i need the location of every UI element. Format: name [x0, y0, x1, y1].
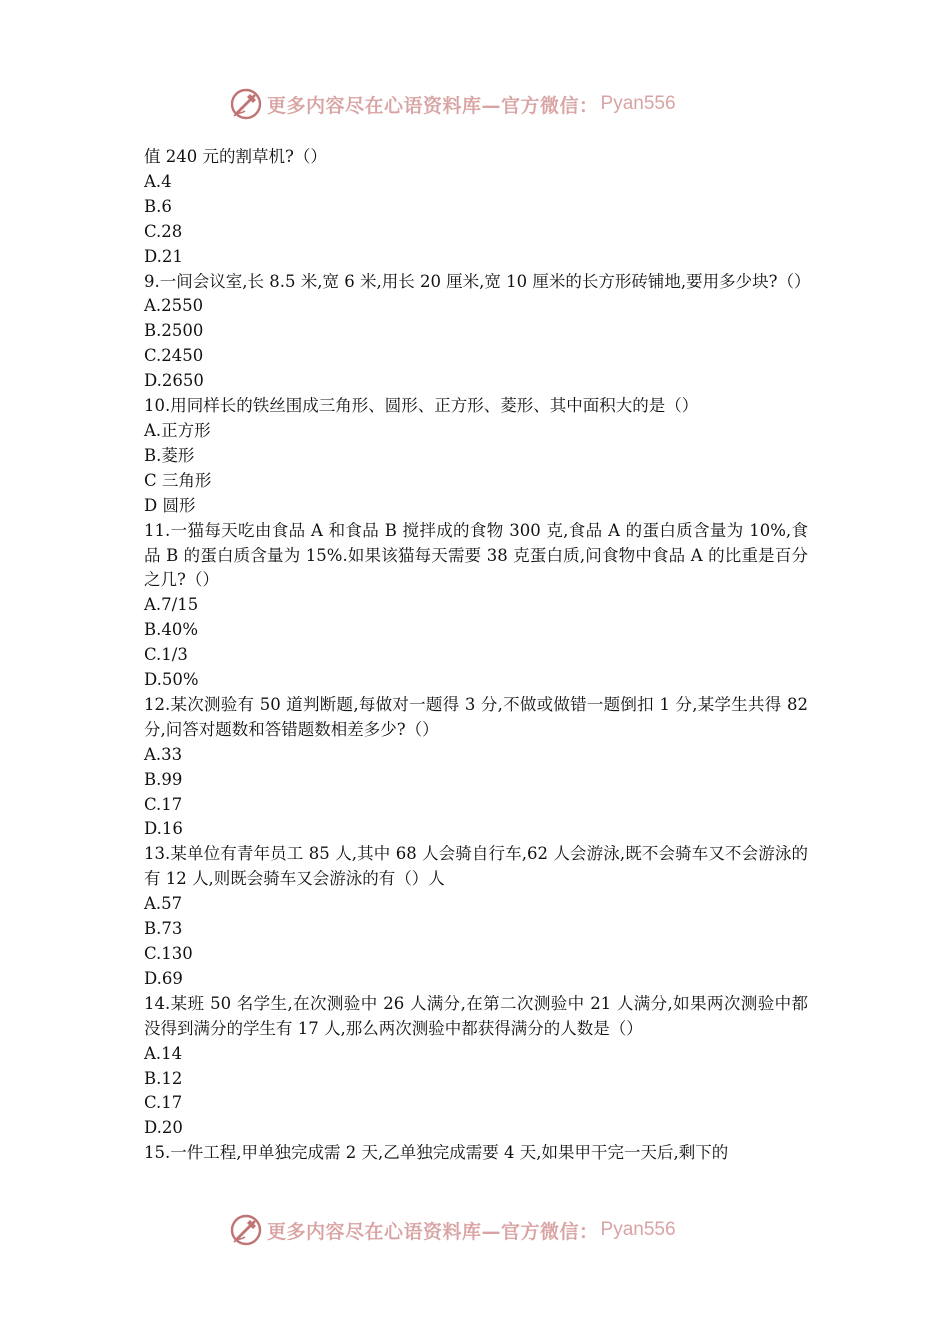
- q8-option-c: C.28: [144, 221, 183, 241]
- q8-option-d: D.21: [144, 246, 183, 266]
- q12-option-a: A.33: [144, 744, 183, 764]
- q14-option-d: D.20: [144, 1118, 183, 1138]
- q14-option-b: B.12: [144, 1068, 183, 1088]
- q9-option-d: D.2650: [144, 371, 204, 391]
- q13-option-c: C.130: [144, 944, 193, 963]
- q10-option-c: C 三角形: [144, 470, 212, 490]
- q9-option-c: C.2450: [144, 346, 204, 366]
- header-banner: [229, 86, 676, 122]
- footer-wechat-id: Pyan556: [600, 1219, 676, 1240]
- question-8-tail: 值 240 元的割草机?（）: [144, 147, 327, 166]
- question-12: 12.某次测验有 50 道判断题,每做对一题得 3 分,不做或做错一题倒扣 1 分,某学生共得 82 分,问答对题数和答错题数相差多少?（）: [144, 694, 808, 739]
- q10-option-b: B.菱形: [144, 445, 195, 465]
- q12-option-d: D.16: [144, 819, 183, 839]
- header-wechat-id: Pyan556: [600, 93, 676, 114]
- q12-option-b: B.99: [144, 769, 183, 789]
- question-10: 10.用同样长的铁丝围成三角形、圆形、正方形、菱形、其中面积大的是（）: [144, 396, 699, 416]
- ink-pen-icon: [229, 87, 263, 121]
- q12-option-c: C.17: [144, 794, 183, 814]
- question-15-start: 15.一件工程,甲单独完成需 2 天,乙单独完成需要 4 天,如果甲干完一天后,剩下的: [144, 1143, 729, 1163]
- q10-option-a: A.正方形: [144, 420, 211, 440]
- q13-option-a: A.57: [144, 894, 183, 914]
- q10-option-d: D 圆形: [144, 495, 196, 515]
- q14-option-c: C.17: [144, 1093, 183, 1113]
- question-11: 11.一猫每天吃由食品 A 和食品 B 搅拌成的食物 300 克,食品 A 的蛋白质含量为 10%,食品 B 的蛋白质含量为 15%.如果该猫每天需要 38 克蛋白质,问食物中食品 A 的比重是百分之几?（）: [144, 520, 808, 590]
- question-9: 9.一间会议室,长 8.5 米,宽 6 米,用长 20 厘米,宽 10 厘米的长方形砖铺地,要用多少块?（）: [144, 271, 811, 291]
- footer-banner: [229, 1212, 676, 1248]
- header-banner-text: 更多内容尽在心语资料库—官方微信：: [267, 94, 599, 117]
- q13-option-b: B.73: [144, 919, 183, 939]
- q8-option-b: B.6: [144, 196, 172, 216]
- question-13: 13.某单位有青年员工 85 人,其中 68 人会骑自行车,62 人会游泳,既不会骑车又不会游泳的有 12 人,则既会骑车又会游泳的有（）人: [144, 844, 808, 889]
- document-body: [144, 145, 811, 1166]
- q14-option-a: A.14: [144, 1043, 183, 1063]
- q11-option-b: B.40%: [144, 620, 199, 640]
- ink-pen-icon: [229, 1213, 263, 1247]
- q11-option-a: A.7/15: [144, 595, 199, 615]
- q9-option-b: B.2500: [144, 321, 204, 341]
- q13-option-d: D.69: [144, 968, 183, 988]
- q11-option-c: C.1/3: [144, 645, 188, 665]
- q11-option-d: D.50%: [144, 670, 199, 690]
- footer-banner-text: 更多内容尽在心语资料库—官方微信：: [267, 1220, 599, 1243]
- q9-option-a: A.2550: [144, 296, 204, 316]
- question-14: 14.某班 50 名学生,在次测验中 26 人满分,在第二次测验中 21 人满分,如果两次测验中都没得到满分的学生有 17 人,那么两次测验中都获得满分的人数是（）: [144, 993, 808, 1038]
- q8-option-a: A.4: [144, 171, 172, 191]
